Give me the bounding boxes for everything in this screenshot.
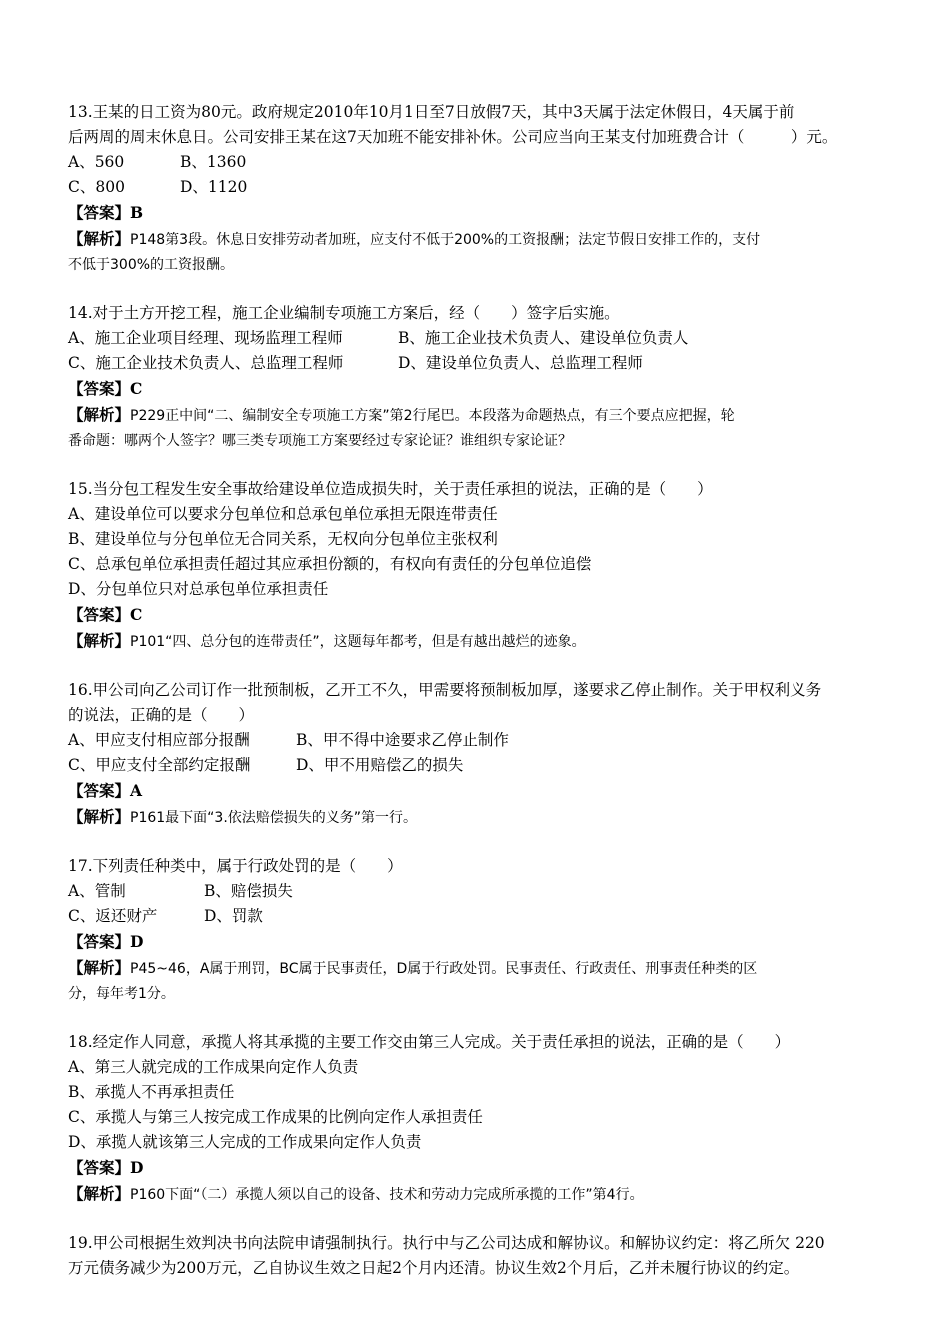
answer-value: C — [130, 379, 143, 398]
explanation-line: P160下面“（二）承揽人须以自己的设备、技术和劳动力完成所承揽的工作”第4行。 — [130, 1187, 644, 1203]
explanation-line: 番命题：哪两个人签字？哪三类专项施工方案要经过专家论证？谁组织专家论证？ — [68, 433, 572, 449]
question-15 — [68, 477, 888, 655]
answer-label: 【答案】 — [68, 605, 131, 624]
explanation — [68, 628, 888, 655]
explanation-label: 【解析】 — [68, 405, 131, 424]
explanation-label: 【解析】 — [68, 1184, 131, 1203]
answer-label: 【答案】 — [68, 1158, 131, 1177]
question-13 — [68, 100, 888, 278]
option-b: B、施工企业技术负责人、建设单位负责人 — [398, 329, 689, 347]
answer-line — [68, 376, 888, 402]
option-b: B、1360 — [180, 153, 247, 171]
document-page — [68, 100, 888, 1304]
question-stem-line: 16.甲公司向乙公司订作一批预制板，乙开工不久，甲需要将预制板加厚，遂要求乙停止制作。关于甲权利义务 — [68, 681, 822, 699]
option-d: D、甲不用赔偿乙的损失 — [296, 756, 464, 774]
answer-label: 【答案】 — [68, 379, 131, 398]
question-stem-line: 后两周的周末休息日。公司安排王某在这7天加班不能安排补休。公司应当向王某支付加班费合计（ ）元。 — [68, 128, 838, 146]
option-c: C、总承包单位承担责任超过其应承担份额的，有权向有责任的分包单位追偿 — [68, 555, 592, 573]
answer-line — [68, 778, 888, 804]
option-a: A、建设单位可以要求分包单位和总承包单位承担无限连带责任 — [68, 505, 498, 523]
option-a: A、560 — [68, 153, 125, 171]
question-stem-line: 19.甲公司根据生效判决书向法院申请强制执行。执行中与乙公司达成和解协议。和解协议约定：将乙所欠 220 — [68, 1234, 825, 1252]
option-c: C、800 — [68, 178, 125, 196]
explanation-line: P45~46，A属于刑罚，BC属于民事责任，D属于行政处罚。民事责任、行政责任、刑事责任种类的区 — [130, 961, 758, 977]
question-stem-line: 14.对于土方开挖工程，施工企业编制专项施工方案后，经（ ）签字后实施。 — [68, 304, 620, 322]
option-row — [68, 175, 888, 200]
explanation-label: 【解析】 — [68, 807, 131, 826]
option-b: B、建设单位与分包单位无合同关系，无权向分包单位主张权利 — [68, 530, 498, 548]
answer-value: D — [130, 932, 144, 951]
option-b: B、甲不得中途要求乙停止制作 — [296, 731, 509, 749]
question-stem-line: 15.当分包工程发生安全事故给建设单位造成损失时，关于责任承担的说法，正确的是（ ） — [68, 480, 713, 498]
question-17 — [68, 854, 888, 1007]
question-stem-line: 的说法，正确的是（ ） — [68, 706, 255, 724]
answer-label: 【答案】 — [68, 203, 131, 222]
answer-value: C — [130, 605, 143, 624]
question-14 — [68, 301, 888, 454]
explanation-label: 【解析】 — [68, 631, 131, 650]
explanation-line: P161最下面“3.依法赔偿损失的义务”第一行。 — [130, 810, 418, 826]
answer-line — [68, 929, 888, 955]
option-b: B、赔偿损失 — [204, 882, 293, 900]
answer-value: B — [130, 203, 144, 222]
option-d: D、分包单位只对总承包单位承担责任 — [68, 580, 329, 598]
explanation-label: 【解析】 — [68, 958, 131, 977]
explanation — [68, 226, 888, 253]
explanation — [68, 955, 888, 982]
option-d: D、1120 — [180, 178, 248, 196]
explanation-line: 不低于300%的工资报酬。 — [68, 257, 235, 273]
answer-line — [68, 200, 888, 226]
option-a: A、第三人就完成的工作成果向定作人负责 — [68, 1058, 359, 1076]
explanation-line: 分，每年考1分。 — [68, 986, 175, 1002]
explanation-line: P229正中间“二、编制安全专项施工方案”第2行尾巴。本段落为命题热点，有三个要点应把握，轮 — [130, 408, 735, 424]
option-row — [68, 753, 888, 778]
answer-value: A — [130, 781, 143, 800]
question-stem-line: 18.经定作人同意，承揽人将其承揽的主要工作交由第三人完成。关于责任承担的说法，正确的是（ ） — [68, 1033, 791, 1051]
option-d: D、罚款 — [204, 907, 263, 925]
question-stem-line: 17.下列责任种类中，属于行政处罚的是（ ） — [68, 857, 403, 875]
explanation-label: 【解析】 — [68, 229, 131, 248]
option-a: A、施工企业项目经理、现场监理工程师 — [68, 329, 343, 347]
explanation — [68, 402, 888, 429]
question-19 — [68, 1231, 888, 1281]
option-c: C、承揽人与第三人按完成工作成果的比例向定作人承担责任 — [68, 1108, 483, 1126]
explanation-line: P101“四、总分包的连带责任”，这题每年都考，但是有越出越烂的迹象。 — [130, 634, 586, 650]
answer-value: D — [130, 1158, 144, 1177]
explanation-line: P148第3段。休息日安排劳动者加班，应支付不低于200%的工资报酬；法定节假日安排工作的，支付 — [130, 232, 761, 248]
answer-label: 【答案】 — [68, 781, 131, 800]
answer-line — [68, 1155, 888, 1181]
option-c: C、返还财产 — [68, 907, 158, 925]
option-d: D、建设单位负责人、总监理工程师 — [398, 354, 643, 372]
option-row — [68, 879, 888, 904]
option-row — [68, 904, 888, 929]
explanation — [68, 804, 888, 831]
option-c: C、甲应支付全部约定报酬 — [68, 756, 251, 774]
option-d: D、承揽人就该第三人完成的工作成果向定作人负责 — [68, 1133, 422, 1151]
option-row — [68, 326, 888, 351]
option-row — [68, 351, 888, 376]
option-row — [68, 150, 888, 175]
explanation — [68, 1181, 888, 1208]
option-row — [68, 728, 888, 753]
option-b: B、承揽人不再承担责任 — [68, 1083, 235, 1101]
option-a: A、管制 — [68, 882, 126, 900]
option-c: C、施工企业技术负责人、总监理工程师 — [68, 354, 344, 372]
option-a: A、甲应支付相应部分报酬 — [68, 731, 250, 749]
question-18 — [68, 1030, 888, 1208]
question-stem-line: 万元债务减少为200万元，乙自协议生效之日起2个月内还清。协议生效2个月后，乙并未履行协议的约定。 — [68, 1259, 800, 1277]
answer-line — [68, 602, 888, 628]
answer-label: 【答案】 — [68, 932, 131, 951]
question-16 — [68, 678, 888, 831]
question-stem-line: 13.王某的日工资为80元。政府规定2010年10月1日至7日放假7天，其中3天属于法定休假日，4天属于前 — [68, 103, 795, 121]
